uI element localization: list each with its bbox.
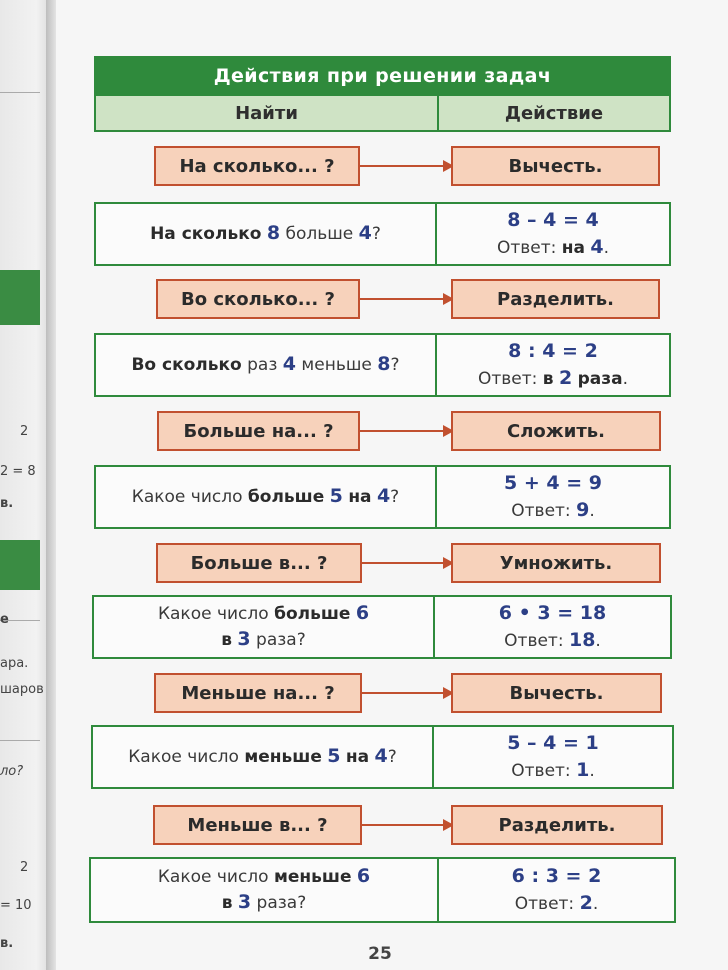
example-question (96, 335, 437, 395)
number-text: 3 (237, 628, 251, 650)
arrow-right-icon (360, 430, 452, 432)
example-question (96, 204, 437, 264)
plain-text: ? (371, 224, 381, 244)
left-page-fragment (0, 0, 52, 970)
keyword-text: Во сколько (131, 355, 242, 375)
plain-text: ? (390, 487, 400, 507)
left-page-text: в. (0, 496, 14, 511)
rule-question: Меньше на... ? (154, 673, 362, 713)
number-text: 2 (558, 366, 573, 389)
plain-text: . (589, 500, 595, 521)
answer-label: Ответ: (496, 237, 557, 258)
example-answer (515, 890, 598, 918)
keyword-text: на (561, 237, 585, 258)
example-line-1 (128, 747, 397, 767)
left-page-text: 2 (20, 860, 29, 875)
left-page-rule (0, 92, 40, 93)
plain-text: Какое число (128, 747, 245, 767)
example-question (94, 597, 435, 657)
plain-text: Какое число (131, 487, 248, 507)
answer-value (571, 498, 595, 521)
plain-text: ? (387, 747, 397, 767)
left-page-text: е (0, 612, 9, 627)
example-line-2 (158, 890, 370, 916)
rule-question: Во сколько... ? (156, 279, 360, 319)
example-line-1 (131, 355, 399, 375)
keyword-text: На сколько (150, 224, 262, 244)
example-row (94, 333, 671, 397)
arrow-right-icon (362, 562, 452, 564)
column-header-action: Действие (504, 102, 604, 124)
keyword-text: больше (247, 487, 325, 507)
left-page-rule (0, 740, 40, 741)
plain-text: ? (390, 355, 400, 375)
plain-text: меньше (296, 355, 378, 375)
number-text: 4 (590, 235, 604, 258)
rule-action: Вычесть. (451, 146, 660, 186)
rule-action: Вычесть. (451, 673, 662, 713)
arrow-right-icon (360, 165, 452, 167)
number-text: 4 (358, 222, 372, 244)
example-row (94, 465, 671, 529)
plain-text: раза? (250, 630, 306, 650)
example-question (96, 467, 437, 527)
example-line-1 (150, 224, 381, 244)
rule-question: На сколько... ? (154, 146, 360, 186)
example-solution (434, 727, 672, 787)
arrow-right-icon (362, 692, 452, 694)
left-page-text: ло? (0, 764, 24, 779)
left-page-text: ара. (0, 656, 29, 671)
example-row (91, 725, 674, 789)
example-question (93, 727, 434, 787)
number-text: 6 (355, 602, 370, 624)
rule-question: Меньше в... ? (153, 805, 362, 845)
arrow-right-icon (362, 824, 452, 826)
answer-value (556, 235, 610, 258)
example-equation: 5 + 4 = 9 (504, 471, 602, 494)
left-page-text: 2 (20, 424, 29, 439)
example-line-1 (158, 864, 370, 890)
rule-question: Больше в... ? (156, 543, 362, 583)
rule-question: Больше на... ? (157, 411, 360, 451)
plain-text: Какое число (157, 604, 275, 624)
example-row (92, 595, 672, 659)
keyword-text: в (221, 893, 233, 913)
example-line-1 (158, 601, 369, 627)
example-line-1 (132, 487, 399, 507)
number-text: 4 (282, 353, 297, 375)
rule-action: Сложить. (451, 411, 661, 451)
example-row (89, 857, 676, 923)
number-text: 2 (579, 891, 593, 914)
keyword-text: на (345, 747, 370, 767)
keyword-text: в (221, 630, 233, 650)
example-answer (497, 234, 609, 262)
answer-label: Ответ: (511, 500, 571, 521)
keyword-text: больше (274, 604, 351, 624)
number-text: 5 (329, 485, 343, 507)
answer-label: Ответ: (514, 893, 575, 914)
table-title: Действия при решении задач (94, 56, 671, 96)
example-equation: 8 : 4 = 2 (508, 339, 598, 362)
example-equation: 8 – 4 = 4 (507, 208, 599, 231)
keyword-text: меньше (273, 867, 352, 887)
page-number: 25 (368, 944, 392, 964)
answer-value (537, 366, 629, 389)
keyword-text: меньше (244, 747, 322, 767)
column-headers (94, 96, 671, 132)
example-solution (437, 204, 669, 264)
arrow-right-icon (360, 298, 452, 300)
plain-text: . (592, 893, 599, 914)
number-text: 8 (377, 353, 391, 375)
table-header (94, 56, 671, 132)
answer-label: Ответ: (504, 630, 564, 651)
keyword-text: раза (577, 368, 623, 389)
left-page-text: шаров (0, 682, 44, 697)
number-text: 9 (576, 498, 590, 521)
example-line-2 (158, 627, 369, 653)
left-page-green-band (0, 540, 40, 590)
plain-text: . (595, 630, 601, 651)
number-text: 18 (568, 628, 596, 651)
left-page-green-shape (0, 270, 40, 325)
rule-action: Разделить. (451, 279, 660, 319)
answer-label: Ответ: (511, 760, 571, 781)
answer-value (574, 891, 599, 914)
plain-text: больше (280, 224, 359, 244)
example-solution (435, 597, 670, 657)
plain-text: . (589, 760, 595, 781)
example-answer (511, 757, 594, 785)
column-header-find: Найти (96, 96, 439, 130)
keyword-text: на (348, 487, 372, 507)
example-equation: 5 – 4 = 1 (507, 731, 599, 754)
plain-text: . (603, 237, 610, 258)
example-solution (437, 467, 669, 527)
example-answer (511, 497, 594, 525)
answer-value (564, 628, 601, 651)
number-text: 4 (374, 745, 388, 767)
example-equation: 6 • 3 = 18 (498, 601, 607, 624)
number-text: 5 (327, 745, 341, 767)
number-text: 1 (576, 758, 590, 781)
example-equation: 6 : 3 = 2 (511, 864, 602, 887)
example-answer (478, 365, 628, 393)
number-text: 3 (237, 891, 252, 913)
left-page-text: = 10 (0, 898, 32, 913)
example-answer (504, 627, 601, 655)
plain-text: раза? (251, 893, 307, 913)
left-page-text: в. (0, 936, 14, 951)
left-page-text: 2 = 8 (0, 464, 36, 479)
number-text: 8 (266, 222, 281, 244)
rule-action: Разделить. (451, 805, 663, 845)
rule-action: Умножить. (451, 543, 661, 583)
answer-label: Ответ: (477, 368, 538, 389)
number-text: 6 (356, 865, 371, 887)
keyword-text: в (542, 368, 554, 389)
example-solution (437, 335, 669, 395)
plain-text: раз (241, 355, 283, 375)
example-row (94, 202, 671, 266)
plain-text: Какое число (157, 867, 274, 887)
answer-value (571, 758, 595, 781)
plain-text: . (622, 368, 629, 389)
example-solution (439, 859, 674, 921)
example-question (91, 859, 439, 921)
number-text: 4 (376, 485, 391, 507)
